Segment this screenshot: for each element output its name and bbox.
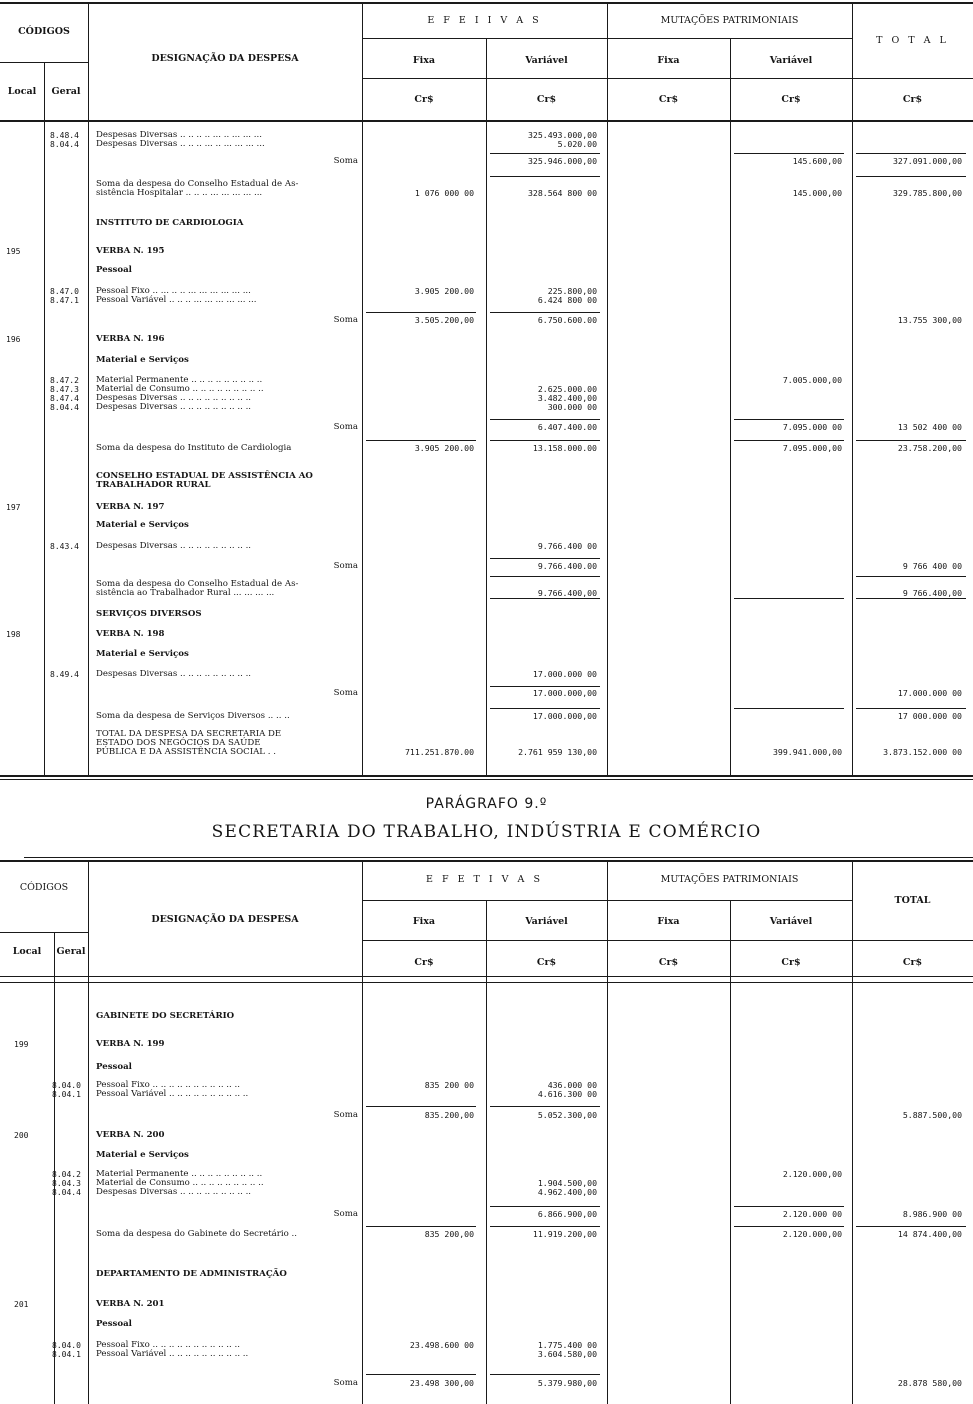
sum-underline [490,686,600,687]
total-value: 3.873.152.000 00 [883,747,962,757]
header-mp-fixa: Fixa [657,55,680,66]
sum-underline [856,153,966,154]
geral-code: 8.48.4 [50,131,79,140]
sum-underline [734,598,844,599]
sum-underline [734,440,844,441]
header-codigos: CÓDIGOS [18,26,70,37]
sum-underline [734,708,844,709]
table-row [0,1320,973,1331]
total-value: 8.986.900 00 [902,1209,962,1219]
expense-description: Material Permanente .. .. .. .. .. .. .. .. .. [96,375,263,385]
ef-var-value: 2.761 959 130,00 [518,747,597,757]
currency-label: Cr$ [414,957,434,968]
local-code: 199 [14,1040,29,1049]
expense-description: sistência Hospitalar .. .. .. ... ... ... ... ... [96,188,263,198]
sum-underline [856,440,966,441]
table-row [0,316,973,327]
local-code: 197 [6,503,21,512]
header-local: Local [12,946,42,957]
table-row [0,670,973,681]
ef-var-value: 6.750.600.00 [537,315,597,325]
header-ef-fixa: Fixa [412,916,436,927]
sum-underline [490,1374,600,1375]
currency-label: Cr$ [536,957,557,968]
sum-underline [856,576,966,577]
total-value: 9 766.400,00 [902,588,962,598]
sum-underline [490,176,600,177]
ef-var-value: 9.766.400 00 [537,541,597,551]
expense-description: Pessoal [96,1319,132,1329]
ef-fixa-value: 835 200 00 [424,1080,474,1090]
table-row [0,1379,973,1390]
table-bottom-rule [0,775,973,777]
ef-var-value: 3.604.580,00 [537,1349,597,1359]
mp-var-value: 2.120.000,00 [782,1229,842,1239]
header-designacao: DESIGNAÇÃO DA DESPESA [151,53,299,64]
table-row [0,1040,973,1051]
expense-description: SERVIÇOS DIVERSOS [96,609,202,619]
ef-var-value: 5.379.980,00 [537,1378,597,1388]
expense-description: Soma [333,1110,358,1120]
sum-underline [856,176,966,177]
table-row [0,140,973,151]
total-value: 329.785.800,00 [892,188,962,198]
ef-fixa-value: 835.200,00 [424,1110,474,1120]
header-efetivas: E F E T I V A S [426,874,543,885]
table-row [0,403,973,414]
expense-description: Pessoal Fixo .. .. .. .. .. .. .. .. .. .. .. [96,1340,240,1350]
ef-var-value: 1.775.400 00 [537,1340,597,1350]
header-geral: Geral [51,86,81,97]
geral-code: 8.47.0 [50,287,79,296]
table-row [0,650,973,661]
ef-fixa-value: 23.498.600 00 [409,1340,474,1350]
header-mp-fixa: Fixa [657,916,680,927]
geral-code: 8.47.1 [50,296,79,305]
expense-description: Material de Consumo .. .. .. .. .. .. .. .. .. [96,384,264,394]
expense-description: Soma [333,561,358,571]
table-row [0,521,973,532]
geral-code: 8.04.0 [52,1081,81,1090]
header-mp-variavel: Variável [769,55,813,66]
ef-var-value: 1.904.500,00 [537,1178,597,1188]
table-row [0,562,973,573]
currency-label: Cr$ [536,94,557,105]
ef-var-value: 328.564 800 00 [527,188,597,198]
table-row [0,1270,973,1281]
sum-underline [366,1374,476,1375]
currency-label: Cr$ [658,94,679,105]
sum-underline [490,1226,600,1227]
col-rule-local [54,933,55,1404]
local-code: 201 [14,1300,29,1309]
mp-var-value: 145.600,00 [792,156,842,166]
expense-description: Soma [333,688,358,698]
local-code: 196 [6,335,21,344]
sum-underline [490,558,600,559]
expense-description: Pessoal Variável .. .. .. ... ... ... ... ... ... [96,295,257,305]
ef-var-value: 6.407.400.00 [537,422,597,432]
ef-var-value: 2.625.000.00 [537,384,597,394]
table-row [0,1131,973,1142]
table-row [0,630,973,641]
total-value: 17.000.000 00 [897,688,962,698]
geral-code: 8.04.1 [52,1090,81,1099]
table-row [0,1090,973,1101]
table-row [0,542,973,553]
total-value: 13.755 300,00 [897,315,962,325]
ef-fixa-value: 23.498 300,00 [409,1378,474,1388]
table-row [0,266,973,277]
table-row [0,1188,973,1199]
expense-description: VERBA N. 201 [96,1299,165,1309]
sum-underline [856,708,966,709]
table-row [0,1111,973,1122]
table-row [0,481,973,492]
table-row [0,1012,973,1023]
expense-description: Material de Consumo .. .. .. .. .. .. .. .. .. [96,1178,264,1188]
expense-description: Material e Serviços [96,520,189,530]
header-geral: Geral [56,946,86,957]
table-row [0,1350,973,1361]
sum-underline [490,312,600,313]
table-bottom-rule [0,779,973,780]
expense-description: Soma [333,315,358,325]
total-value: 28.878 580,00 [897,1378,962,1388]
mp-var-value: 2.120.000,00 [782,1169,842,1179]
table-row [0,712,973,723]
expense-description: VERBA N. 199 [96,1039,165,1049]
expense-description: GABINETE DO SECRETÁRIO [96,1011,235,1021]
mp-var-value: 7.095.000,00 [782,443,842,453]
expense-description: INSTITUTO DE CARDIOLOGIA [96,218,244,228]
expense-description: DEPARTAMENTO DE ADMINISTRAÇÃO [96,1269,287,1279]
geral-code: 8.47.4 [50,394,79,403]
sum-underline [490,708,600,709]
sum-underline [366,1226,476,1227]
expense-description: PÚBLICA E DA ASSISTÊNCIA SOCIAL . . [96,747,276,757]
currency-label: Cr$ [902,957,923,968]
ef-var-value: 6.424 800 00 [537,295,597,305]
expense-description: Despesas Diversas .. .. .. .. .. .. .. .. .. [96,393,252,403]
expense-description: Soma [333,1209,358,1219]
header-total: T O T A L [876,35,949,46]
ef-var-value: 300.000 00 [547,402,597,412]
header-mp-variavel: Variável [769,916,813,927]
ef-var-value: 9.766.400,00 [537,588,597,598]
ef-var-value: 6.866.900,00 [537,1209,597,1219]
ef-var-value: 325.946.000,00 [527,156,597,166]
expense-description: Pessoal [96,265,132,275]
table-row [0,189,973,200]
expense-description: VERBA N. 196 [96,334,165,344]
table-row [0,444,973,455]
ef-fixa-value: 3.905 200.00 [414,443,474,453]
geral-code: 8.49.4 [50,670,79,679]
expense-description: Material e Serviços [96,355,189,365]
table-top-rule [0,2,973,4]
ef-var-value: 9.766.400.00 [537,561,597,571]
ef-var-value: 4.616.300 00 [537,1089,597,1099]
mp-var-value: 145.000,00 [792,188,842,198]
table-row [0,247,973,258]
expense-description: ESTADO DOS NEGÓCIOS DA SAÚDE [96,738,261,748]
geral-code: 8.04.4 [52,1188,81,1197]
expense-description: Material e Serviços [96,1150,189,1160]
expense-description: Soma da despesa do Instituto de Cardiologia [96,443,292,453]
table-top-rule [0,860,973,862]
sum-underline [490,1106,600,1107]
header-ef-fixa: Fixa [412,55,436,66]
mp-var-value: 399.941.000,00 [772,747,842,757]
expense-description: sistência ao Trabalhador Rural ... ... ... ... [96,588,275,598]
sum-underline [366,312,476,313]
ef-fixa-value: 3.505.200,00 [414,315,474,325]
ef-var-value: 13.158.000.00 [532,443,597,453]
sum-underline [734,1226,844,1227]
local-code: 195 [6,247,21,256]
table-row [0,1063,973,1074]
table-row [0,503,973,514]
sum-underline [490,1206,600,1207]
total-value: 5.887.500,00 [902,1110,962,1120]
ef-fixa-value: 711.251.870.00 [404,747,474,757]
expense-description: Pessoal Variável .. .. .. .. .. .. .. .. .. .. [96,1349,249,1359]
currency-label: Cr$ [781,957,801,968]
geral-code: 8.04.4 [50,403,79,412]
header-ef-variavel: Variável [525,55,568,66]
header-ef-variavel: Variável [525,916,568,927]
local-code: 198 [6,630,21,639]
geral-code: 8.47.2 [50,376,79,385]
expense-description: Despesas Diversas .. .. .. ... .. ... ... ... ... [96,139,265,149]
ef-var-value: 17.000.000,00 [532,711,597,721]
table-row [0,748,973,759]
ef-var-value: 4.962.400,00 [537,1187,597,1197]
table-row [0,1210,973,1221]
expense-description: Despesas Diversas .. .. .. .. .. .. .. .. .. [96,541,252,551]
expense-description: TRABALHADOR RURAL [96,480,211,490]
sum-underline [734,419,844,420]
col-rule-local [44,63,45,775]
sum-underline [366,440,476,441]
header-mutacoes: MUTAÇÕES PATRIMONIAIS [660,874,799,885]
geral-code: 8.04.4 [50,140,79,149]
expense-description: Despesas Diversas .. .. .. .. .. .. .. .. .. [96,669,252,679]
expense-description: CONSELHO ESTADUAL DE ASSISTÊNCIA AO [96,471,313,481]
total-value: 17 000.000 00 [897,711,962,721]
ef-var-value: 436.000 00 [547,1080,597,1090]
table-row [0,335,973,346]
expense-description: Pessoal [96,1062,132,1072]
expense-description: Soma da despesa de Serviços Diversos .. .. .. [96,711,290,721]
table-row [0,356,973,367]
geral-code: 8.04.3 [52,1179,81,1188]
table-row [0,219,973,230]
mp-var-value: 2.120.000 00 [782,1209,842,1219]
expense-description: Pessoal Fixo .. ... .. .. ... ... ... ... ... ... [96,286,251,296]
expense-description: VERBA N. 195 [96,246,165,256]
currency-label: Cr$ [902,94,923,105]
expense-description: Soma da despesa do Gabinete do Secretário .. [96,1229,297,1239]
geral-code: 8.04.0 [52,1341,81,1350]
ef-fixa-value: 3.905 200.00 [414,286,474,296]
expense-description: Soma [333,156,358,166]
expense-description: Pessoal Variável .. .. .. .. .. .. .. .. .. .. [96,1089,249,1099]
ef-var-value: 17.000.000 00 [532,669,597,679]
header-designacao: DESIGNAÇÃO DA DESPESA [151,914,299,925]
ef-var-value: 325.493.000,00 [527,130,597,140]
ef-var-value: 5.052.300,00 [537,1110,597,1120]
sum-underline [734,153,844,154]
local-code: 200 [14,1131,29,1140]
geral-code: 8.47.3 [50,385,79,394]
sum-underline [490,440,600,441]
sum-underline [490,598,600,599]
sum-underline [856,1226,966,1227]
expense-description: Soma da despesa do Conselho Estadual de As- [96,579,299,589]
sum-underline [490,153,600,154]
ef-var-value: 17.000.000,00 [532,688,597,698]
header-codigos: CÓDIGOS [19,882,69,893]
geral-code: 8.43.4 [50,542,79,551]
sum-underline [366,1106,476,1107]
expense-description: Despesas Diversas .. .. .. .. ... .. ... ... ... [96,130,262,140]
header-mutacoes: MUTAÇÕES PATRIMONIAIS [660,15,799,26]
table-row [0,689,973,700]
total-value: 14 874.400,00 [897,1229,962,1239]
table-row [0,157,973,168]
ef-var-value: 11.919.200,00 [532,1229,597,1239]
expense-description: VERBA N. 200 [96,1130,165,1140]
sum-underline [490,576,600,577]
currency-label: Cr$ [781,94,801,105]
ef-var-value: 225.800,00 [547,286,597,296]
header-local: Local [7,86,37,97]
geral-code: 8.04.1 [52,1350,81,1359]
expense-description: Despesas Diversas .. .. .. .. .. .. .. .. .. [96,402,252,412]
expense-description: VERBA N. 198 [96,629,165,639]
subheader-rule [362,940,973,941]
table-top-rule [24,857,973,858]
header-efetivas: E F E I I V A S [427,15,542,26]
sum-underline [734,1206,844,1207]
table-row [0,1300,973,1311]
ef-fixa-value: 1 076 000 00 [414,188,474,198]
expense-description: Material e Serviços [96,649,189,659]
expense-description: Soma [333,1378,358,1388]
subheader-rule [362,78,973,79]
total-value: 23.758.200,00 [897,443,962,453]
total-value: 13 502 400 00 [897,422,962,432]
header-total: TOTAL [894,895,931,906]
table-row [0,610,973,621]
total-value: 327.091.000,00 [892,156,962,166]
paragraph-number: PARÁGRAFO 9.º [425,796,548,812]
section-title: SECRETARIA DO TRABALHO, INDÚSTRIA E COMÉRCIO [211,822,762,842]
table-row [0,296,973,307]
codes-rule [0,932,88,933]
expense-description: Despesas Diversas .. .. .. .. .. .. .. .. .. [96,1187,252,1197]
sum-underline [490,419,600,420]
currency-label: Cr$ [414,94,434,105]
ef-var-value: 3.482.400,00 [537,393,597,403]
expense-description: Pessoal Fixo .. .. .. .. .. .. .. .. .. .. .. [96,1080,240,1090]
ef-fixa-value: 835 200,00 [424,1229,474,1239]
table-row [0,1151,973,1162]
expense-description: Soma [333,422,358,432]
geral-code: 8.04.2 [52,1170,81,1179]
expense-description: Soma da despesa do Conselho Estadual de As- [96,179,299,189]
expense-description: Material Permanente .. .. .. .. .. .. .. .. .. [96,1169,263,1179]
mp-var-value: 7.095.000 00 [782,422,842,432]
mp-var-value: 7.005.000,00 [782,375,842,385]
ef-var-value: 5.020.00 [557,139,597,149]
expense-description: VERBA N. 197 [96,502,165,512]
currency-label: Cr$ [658,957,679,968]
sum-underline [856,598,966,599]
table-row [0,423,973,434]
expense-description: TOTAL DA DESPESA DA SECRETARIA DE [96,729,282,739]
total-value: 9 766 400 00 [902,561,962,571]
table-row [0,1230,973,1241]
